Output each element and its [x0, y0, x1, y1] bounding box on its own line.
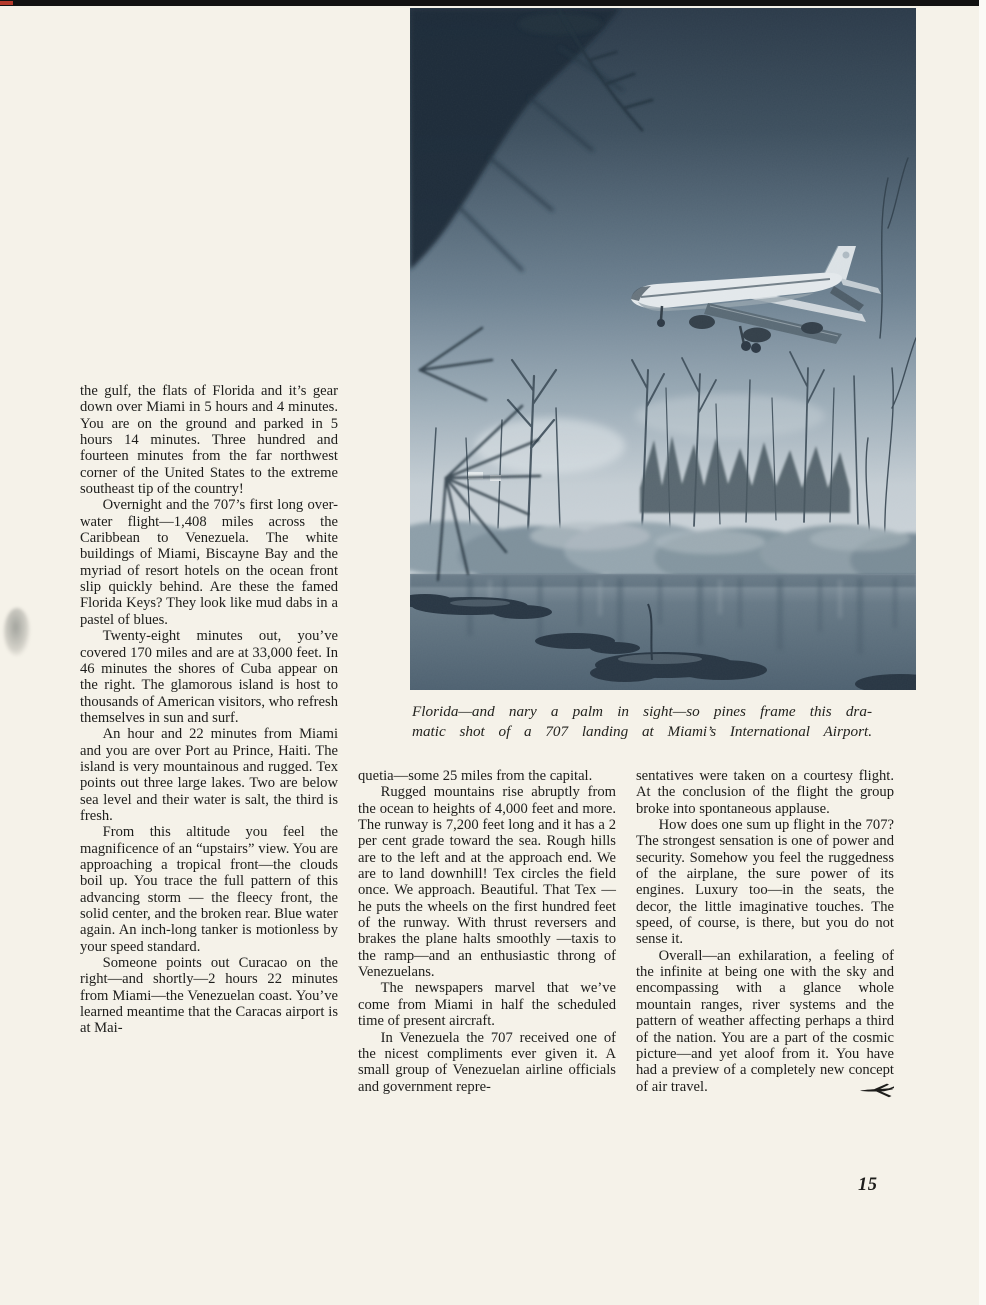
column-left [80, 383, 338, 1037]
column-right [636, 768, 894, 1099]
body-paragraph: quetia—some 25 miles from the capital. [358, 768, 593, 784]
photo-illustration [410, 8, 916, 690]
body-paragraph: Rugged mountains rise abruptly from the ocean to heights of 4,000 feet and more. The runway is 7,200 feet long and it has a 2 per cent grade toward the sea. Rough hills are to the left and at the approach end. We are to land downhill! Tex circles the field once. We approach. Beautiful. That Tex — he puts the wheels on the first hundred feet of the runway. With thrust reversers and brakes the plane halts smoothly —taxis to the ramp—and an enthusiastic throng of Venezuelans. [358, 784, 616, 981]
body-paragraph: Overnight and the 707’s first long over-water flight—1,408 miles across the Caribbean to Venezuela. The white buildings of Miami, Biscayne Bay and the myriad of resort hotels on the ocean front slip quickly behind. Are these the famed Florida Keys? They look like mud dabs in a pastel of blues. [80, 497, 338, 628]
body-paragraph: Twenty-eight minutes out, you’ve covered 170 miles and are at 33,000 feet. In 46 minutes the shores of Cuba appear on the right. The glamorous island is host to thousands of American visitors, who refresh themselves in sun and surf. [80, 628, 338, 726]
body-paragraph: sentatives were taken on a courtesy flight. At the conclusion of the flight the group broke into spontaneous applause. [636, 768, 894, 817]
body-paragraph: In Venezuela the 707 received one of the nicest compliments ever given it. A small group of Venezuelan airline officials and government repre- [358, 1029, 616, 1095]
caption-line-2: matic shot of a 707 landing at Miami’s International Airport. [412, 723, 872, 740]
page-number: 15 [858, 1175, 878, 1195]
body-paragraph: the gulf, the flats of Florida and it’s gear down over Miami in 5 hours and 4 minutes. You are on the ground and parked in 5 hours 14 minutes. Three hundred and fourteen minutes from the far northwest corner of the United States to the extreme southeast tip of the country! [80, 383, 338, 498]
column-middle [358, 768, 616, 1095]
red-registration-mark [0, 1, 13, 5]
body-paragraph: Someone points out Curacao on the right—and shortly—2 hours 22 minutes from Miami—the Venezuelan coast. You’ve learned meantime that the Caracas airport is at Mai- [80, 955, 338, 1037]
body-paragraph: From this altitude you feel the magnificence of an “upstairs” view. You are approaching a tropical front—the clouds boil up. You trace the full pattern of this advancing storm — the fleecy front, the solid center, and the broken rear. Blue water again. An inch-long tanker is motionless by your speed standard. [80, 824, 338, 955]
scan-top-edge [0, 0, 986, 6]
caption-line-1: Florida—and nary a palm in sight—so pines frame this dra- [412, 703, 872, 720]
body-paragraph: The newspapers marvel that we’ve come from Miami in half the scheduled time of present aircraft. [358, 980, 616, 1030]
photo-caption [412, 702, 872, 742]
body-paragraph: How does one sum up flight in the 707? The strongest sensation is one of power and security. Somehow you feel the ruggedness of the airplane, the sure power of its engines. Luxury too—in the seats, the decor, the little imaginative touches. The speed, of course, is there, but you do not sense it. [636, 817, 894, 948]
photo-707-landing [410, 8, 916, 690]
body-paragraph: Overall—an exhilaration, a feeling of the infinite at being one with the sky and encompassing with a glance whole mountain ranges, river systems and the pattern of weather affecting perhaps a third of the nation. You are a part of the cosmic picture—and yet aloof from it. You have had a preview of a completely new concept of air travel. [636, 948, 894, 1095]
body-paragraph: An hour and 22 minutes from Miami and you are over Port au Prince, Haiti. The island is very mountainous and rugged. Tex points out three large lakes. Two are below sea level and their water is salt, the third is fresh. [80, 726, 338, 824]
airplane-endmark-icon [837, 1082, 894, 1099]
page-right-edge [979, 0, 986, 1305]
ink-smudge [4, 608, 30, 656]
